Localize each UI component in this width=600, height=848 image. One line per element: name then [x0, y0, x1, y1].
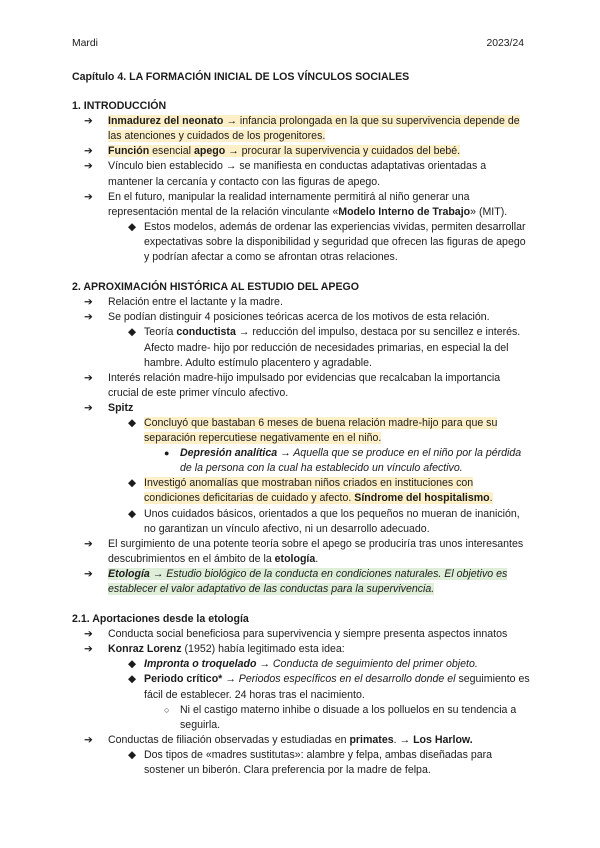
- diamond-bullet-icon: ◆: [128, 673, 137, 686]
- highlight: Investigó anomalías que mostraban niños criados en instituciones con condiciones deficitarias de cuidado y afecto. Síndrome del hospitalismo.: [144, 477, 493, 505]
- list-item: [72, 476, 532, 506]
- dot-bullet-icon: ●: [164, 448, 170, 459]
- highlight: Función esencial apego → procurar la supervivencia y cuidados del bebé.: [108, 145, 461, 158]
- list-item: ◆ Unos cuidados básicos, orientados a que los pequeños no mueran de inanición, no garantizan un vínculo afectivo, ni un desarrollo adecuado.: [128, 507, 520, 535]
- list-item: ➔ Interés relación madre-hijo impulsado por evidencias que recalcaban la importancia crucial de este primer vínculo afectivo.: [84, 371, 501, 399]
- diamond-bullet-icon: ◆: [128, 477, 137, 490]
- document-body: [72, 70, 532, 778]
- section-2-heading: 2. APROXIMACIÓN HISTÓRICA AL ESTUDIO DEL APEGO: [72, 281, 360, 294]
- list-item: ➔ Konraz Lorenz (1952) había legitimado esta idea:: [72, 642, 532, 657]
- arrow-bullet-icon: ➔: [84, 145, 93, 158]
- list-item: [72, 144, 532, 159]
- arrow-bullet-icon: ➔: [84, 567, 93, 580]
- list-item: ◆ Impronta o troquelado → Conducta de seguimiento del primer objeto.: [72, 657, 532, 672]
- list-item: ◆ Periodo crítico* → Periodos específicos en el desarrollo donde el seguimiento es fácil de establecer. 24 horas tras el nacimiento.: [128, 673, 530, 701]
- list-item: ➔ Conductas de filiación observadas y estudiadas en primates. → Los Harlow.: [72, 733, 532, 748]
- list-item: ➔ Relación entre el lactante y la madre.: [72, 295, 532, 310]
- arrow-bullet-icon: ➔: [84, 190, 93, 203]
- list-item: ➔ El surgimiento de una potente teoría sobre el apego se produciría tras unos interesantes descubrimientos en el ámbito de la etología.: [84, 537, 524, 565]
- arrow-bullet-icon: ➔: [84, 643, 93, 656]
- circle-bullet-icon: ○: [164, 704, 170, 715]
- diamond-bullet-icon: ◆: [128, 507, 137, 520]
- arrow-bullet-icon: ➔: [84, 371, 93, 384]
- list-item: [72, 114, 532, 144]
- header-year: 2023/24: [486, 38, 524, 49]
- highlight: Concluyó que bastaban 6 meses de buena relación madre-hijo para que su separación repercutiese negativamente en el niño.: [144, 416, 498, 445]
- list-item: ➔ Conducta social beneficiosa para supervivencia y siempre presenta aspectos innatos: [72, 627, 532, 642]
- list-item: ➔ Se podían distinguir 4 posiciones teóricas acerca de los motivos de esta relación.: [72, 310, 532, 325]
- list-item: ◆ Teoría conductista → reducción del impulso, destaca por su sencillez e interés. Afecto madre- hijo por reducción de necesidades primarias, en especial la del hambre. Adulto estímulo placentero y agradable.: [128, 326, 521, 369]
- list-item: [72, 416, 532, 446]
- arrow-bullet-icon: ➔: [84, 401, 93, 414]
- arrow-bullet-icon: ➔: [84, 311, 93, 324]
- arrow-bullet-icon: ➔: [84, 733, 93, 746]
- list-item: ➔ Spitz: [72, 401, 532, 416]
- list-item: ◆ Dos tipos de «madres sustitutas»: alambre y felpa, ambas diseñadas para sostener un biberón. Clara preferencia por la madre de felpa.: [128, 748, 493, 777]
- section-1-heading: 1. INTRODUCCIÓN: [72, 100, 167, 113]
- header-author: Mardi: [72, 38, 98, 49]
- section-2-1-heading: 2.1. Aportaciones desde la etología: [72, 613, 249, 626]
- diamond-bullet-icon: ◆: [128, 326, 137, 339]
- list-item: ● Depresión analítica → Aquella que se produce en el niño por la pérdida de la persona con la cual ha establecido un vínculo afectivo.: [164, 447, 522, 475]
- arrow-bullet-icon: ➔: [84, 160, 93, 173]
- diamond-bullet-icon: ◆: [128, 416, 137, 429]
- diamond-bullet-icon: ◆: [128, 748, 137, 761]
- arrow-bullet-icon: ➔: [84, 296, 93, 309]
- arrow-bullet-icon: ➔: [84, 537, 93, 550]
- arrow-bullet-icon: ➔: [84, 115, 93, 128]
- highlight: Etología → Estudio biológico de la conducta en condiciones naturales. El objetivo es establecer el valor adaptativo de las conductas para la supervivencia.: [108, 567, 508, 595]
- list-item: ➔ Vínculo bien establecido → se manifiesta en conductas adaptativas orientadas a mantener la cercanía y contacto con las figuras de apego.: [84, 160, 487, 188]
- highlight: Inmadurez del neonato → infancia prolongada en la que su supervivencia depende de las atenciones y cuidados de los progenitores.: [108, 115, 520, 143]
- list-item: ○ Ni el castigo materno inhibe o disuade a los polluelos en su tendencia a seguirla.: [164, 703, 517, 731]
- list-item: ◆ Estos modelos, además de ordenar las experiencias vividas, permiten desarrollar expectativas sobre la disponibilidad y seguridad que ofrecen las figuras de apego y podrían afectar a como se afrontan otras relaciones.: [128, 220, 526, 264]
- list-item: [72, 567, 532, 597]
- diamond-bullet-icon: ◆: [128, 220, 137, 233]
- chapter-title: Capítulo 4. LA FORMACIÓN INICIAL DE LOS VÍNCULOS SOCIALES: [72, 71, 410, 83]
- diamond-bullet-icon: ◆: [128, 658, 137, 671]
- arrow-bullet-icon: ➔: [84, 628, 93, 641]
- list-item: ➔ En el futuro, manipular la realidad internamente permitirá al niño generar una representación mental de la relación vinculante «Modelo Interno de Trabajo» (MIT).: [84, 190, 508, 218]
